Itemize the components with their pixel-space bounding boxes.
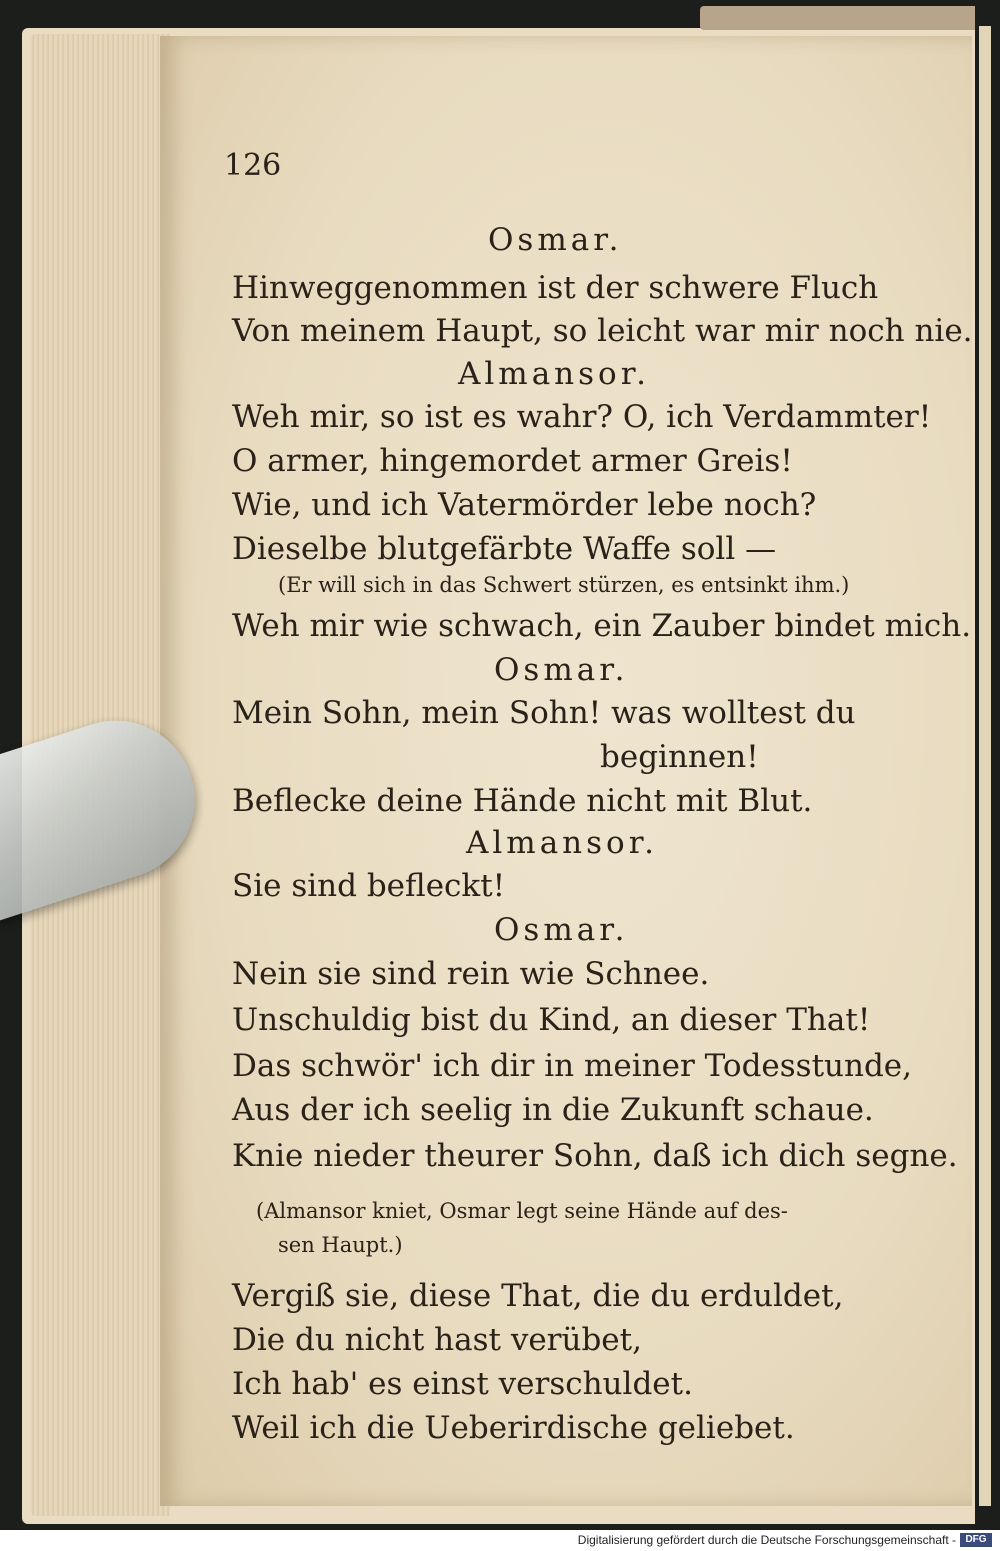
- footer-bar: [0, 1530, 1000, 1551]
- stage-direction: (Almansor kniet, Osmar legt seine Hände auf des-: [256, 1199, 788, 1223]
- verse-line: Weh mir, so ist es wahr? O, ich Verdammter!: [232, 399, 932, 435]
- verse-line: Das schwör' ich dir in meiner Todesstunde,: [232, 1048, 913, 1084]
- verse-line: Nein sie sind rein wie Schnee.: [232, 956, 710, 992]
- verse-line: Von meinem Haupt, so leicht war mir noch nie.: [232, 313, 973, 349]
- verse-line: Aus der ich seelig in die Zukunft schaue.: [232, 1092, 874, 1128]
- verse-line: Hinweggenommen ist der schwere Fluch: [232, 270, 879, 306]
- speaker-almansor: Almansor.: [458, 356, 650, 392]
- verse-line: Weh mir wie schwach, ein Zauber bindet mich.: [232, 608, 972, 644]
- speaker-osmar: Osmar.: [494, 652, 629, 688]
- verse-line: Weil ich die Ueberirdische geliebet.: [232, 1410, 795, 1446]
- verse-line: Mein Sohn, mein Sohn! was wolltest du: [232, 695, 856, 731]
- verse-line: O armer, hingemordet armer Greis!: [232, 443, 793, 479]
- verse-line: Ich hab' es einst verschuldet.: [232, 1366, 693, 1402]
- verse-line: Wie, und ich Vatermörder lebe noch?: [232, 487, 817, 523]
- stage-direction: (Er will sich in das Schwert stürzen, es entsinkt ihm.): [278, 573, 850, 597]
- dfg-logo-icon: DFG: [960, 1533, 992, 1547]
- verse-line: Beflecke deine Hände nicht mit Blut.: [232, 783, 813, 819]
- stage-direction: sen Haupt.): [278, 1233, 403, 1257]
- verse-line: Knie nieder theurer Sohn, daß ich dich segne.: [232, 1138, 958, 1174]
- verse-line: Vergiß sie, diese That, die du erduldet,: [232, 1278, 844, 1314]
- verse-line: Die du nicht hast verübet,: [232, 1322, 642, 1358]
- speaker-osmar: Osmar.: [488, 222, 623, 258]
- footer-credit: Digitalisierung gefördert durch die Deutsche Forschungsgemeinschaft -: [577, 1533, 956, 1547]
- speaker-almansor: Almansor.: [466, 825, 658, 861]
- verse-line: Sie sind befleckt!: [232, 868, 506, 904]
- verse-line: Unschuldig bist du Kind, an dieser That!: [232, 1002, 871, 1038]
- verse-line: Dieselbe blutgefärbte Waffe soll —: [232, 531, 777, 567]
- page-number: 126: [224, 148, 282, 183]
- verse-line-continuation: beginnen!: [600, 739, 759, 775]
- speaker-osmar: Osmar.: [494, 912, 629, 948]
